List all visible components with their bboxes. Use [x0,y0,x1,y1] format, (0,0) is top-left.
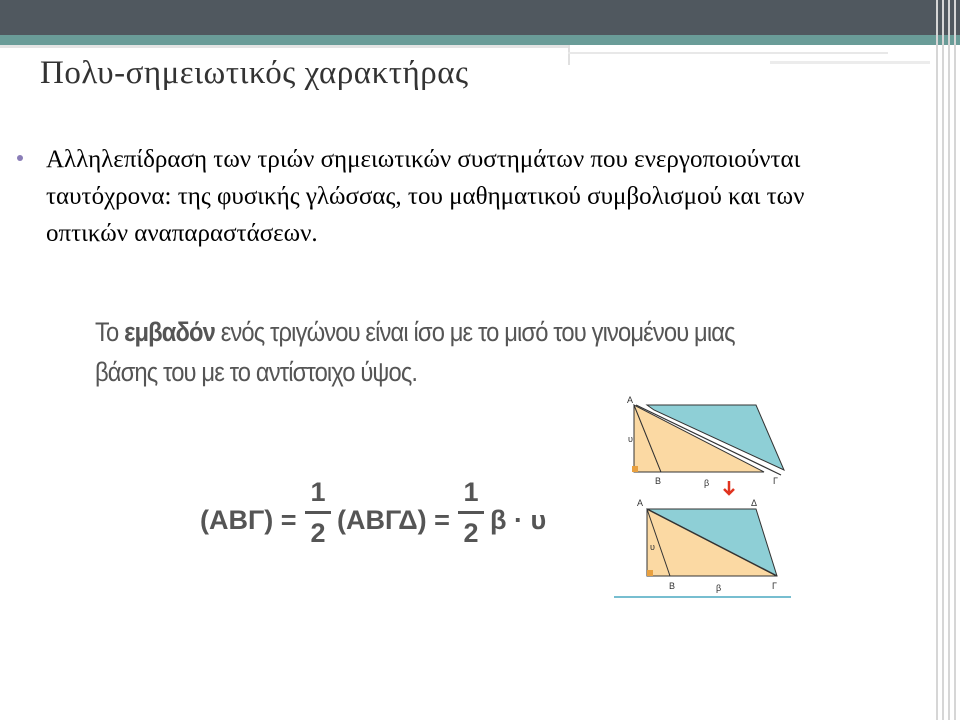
formula-end: β · υ [490,505,547,535]
fraction-one-half [305,475,331,550]
fraction-numerator: 1 [463,477,479,507]
fraction-denominator: 2 [463,518,479,548]
fraction-bar [305,511,331,514]
label-base-top: β [704,478,710,488]
divider-line [770,61,930,64]
formula-middle: (ΑΒΓΔ) = [337,505,450,535]
fraction-denominator: 2 [310,518,326,548]
label-height-top: υ [628,434,633,444]
label-D-bottom: Δ [751,498,758,508]
label-base-bottom: β [716,583,722,593]
label-height-bottom: υ [650,542,655,552]
bullet-icon [17,155,23,161]
label-G-top: Γ [773,476,778,486]
theorem-statement [95,312,764,392]
down-arrow-icon [724,481,734,494]
theorem-rest: ενός τριγώνου είναι ίσο με το μισό του γινομένου μιας βάσης του με το αντίστοιχο ύψος. [95,317,735,387]
divider-line [568,45,570,65]
label-B-bottom: Β [669,581,676,591]
geometry-figure [614,392,794,600]
header-bar [0,0,960,35]
divider-line [568,52,888,54]
slide-title: Πολυ-σημειωτικός χαρακτήρας [40,55,469,91]
formula-lhs: (ΑΒΓ) = [200,505,297,535]
fraction-one-half [458,475,484,550]
decorative-stripes [930,0,960,720]
fraction-numerator: 1 [310,477,326,507]
label-A-bottom: Α [637,498,644,508]
theorem-prefix: Το [95,317,125,347]
divider-line [0,45,568,48]
bullet-text: Αλληλεπίδραση των τριών σημειωτικών συστημάτων που ενεργοποιούνται ταυτόχρονα: της φυσικής γλώσσας, του μαθηματικού συμβολισμού και των οπτικών αναπαραστάσεων. [46,146,805,247]
accent-bar [0,35,960,45]
label-A-top: Α [627,395,634,405]
label-B-top: Β [655,476,662,486]
theorem-keyword: εμβαδόν [124,317,215,347]
label-G-bottom: Γ [772,581,777,591]
fraction-bar [458,511,484,514]
